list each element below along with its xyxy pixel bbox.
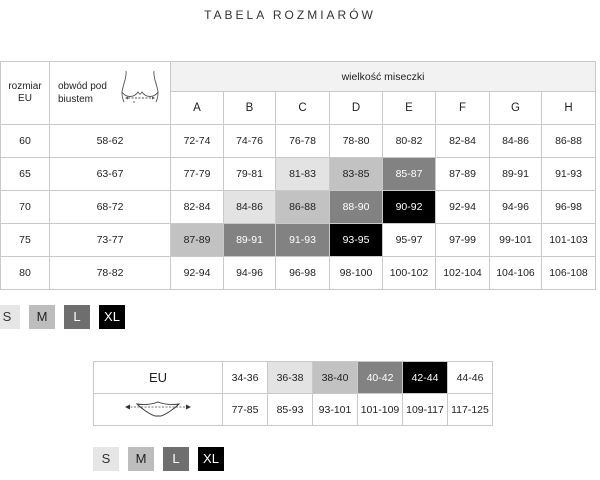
cup-size-header: wielkość miseczki bbox=[171, 62, 596, 92]
legend-xl: XL bbox=[99, 305, 125, 329]
brief-hip-cell: 117-125 bbox=[448, 394, 493, 426]
band-size-cell: 75 bbox=[1, 224, 50, 257]
bust-cell: 80-82 bbox=[383, 125, 436, 158]
underbust-cell: 78-82 bbox=[50, 257, 171, 290]
size-legend-top bbox=[0, 305, 125, 329]
legend-m: M bbox=[128, 447, 154, 471]
bust-cell: 101-103 bbox=[542, 224, 596, 257]
legend-l: L bbox=[163, 447, 189, 471]
bust-cell: 84-86 bbox=[224, 191, 276, 224]
table-row bbox=[1, 125, 596, 158]
bust-cell: 99-101 bbox=[490, 224, 542, 257]
header-underbust-label: obwód pod biustem bbox=[58, 80, 107, 105]
table-row bbox=[1, 257, 596, 290]
bra-size-table bbox=[0, 61, 596, 290]
brief-size-cell: 40-42 bbox=[358, 362, 403, 394]
header-underbust bbox=[50, 62, 171, 125]
brief-hip-cell: 77-85 bbox=[223, 394, 268, 426]
underbust-cell: 58-62 bbox=[50, 125, 171, 158]
header-band-size: rozmiar EU bbox=[1, 62, 50, 125]
bust-cell: 89-91 bbox=[224, 224, 276, 257]
bust-cell: 84-86 bbox=[490, 125, 542, 158]
band-size-cell: 80 bbox=[1, 257, 50, 290]
bust-cell: 91-93 bbox=[276, 224, 330, 257]
bust-cell: 92-94 bbox=[171, 257, 224, 290]
bust-cell: 94-96 bbox=[490, 191, 542, 224]
brief-size-table bbox=[93, 361, 493, 426]
bust-cell: 88-90 bbox=[330, 191, 383, 224]
bust-cell: 94-96 bbox=[224, 257, 276, 290]
legend-m: M bbox=[29, 305, 55, 329]
bust-cell: 92-94 bbox=[436, 191, 490, 224]
bust-cell: 106-108 bbox=[542, 257, 596, 290]
bust-cell: 82-84 bbox=[436, 125, 490, 158]
underbust-cell: 63-67 bbox=[50, 158, 171, 191]
bust-cell: 78-80 bbox=[330, 125, 383, 158]
brief-size-cell: 38-40 bbox=[313, 362, 358, 394]
brief-size-cell: 36-38 bbox=[268, 362, 313, 394]
bust-cell: 72-74 bbox=[171, 125, 224, 158]
band-size-cell: 60 bbox=[1, 125, 50, 158]
bust-cell: 74-76 bbox=[224, 125, 276, 158]
legend-s: S bbox=[93, 447, 119, 471]
brief-size-cell: 44-46 bbox=[448, 362, 493, 394]
brief-hip-cell: 85-93 bbox=[268, 394, 313, 426]
cup-header-f: F bbox=[436, 92, 490, 125]
legend-l: L bbox=[64, 305, 90, 329]
bust-cell: 91-93 bbox=[542, 158, 596, 191]
bust-cell: 90-92 bbox=[383, 191, 436, 224]
bust-cell: 104-106 bbox=[490, 257, 542, 290]
cup-header-a: A bbox=[171, 92, 224, 125]
bust-cell: 98-100 bbox=[330, 257, 383, 290]
bust-cell: 76-78 bbox=[276, 125, 330, 158]
bust-cell: 96-98 bbox=[276, 257, 330, 290]
bust-cell: 102-104 bbox=[436, 257, 490, 290]
brief-hip-cell: 109-117 bbox=[403, 394, 448, 426]
brief-size-cell: 42-44 bbox=[403, 362, 448, 394]
bust-cell: 87-89 bbox=[436, 158, 490, 191]
bust-cell: 100-102 bbox=[383, 257, 436, 290]
brief-size-cell: 34-36 bbox=[223, 362, 268, 394]
underbust-cell: 73-77 bbox=[50, 224, 171, 257]
table-row bbox=[1, 158, 596, 191]
bust-cell: 86-88 bbox=[542, 125, 596, 158]
brief-icon-cell bbox=[94, 394, 223, 426]
bust-cell: 95-97 bbox=[383, 224, 436, 257]
bra-icon bbox=[118, 68, 162, 112]
brief-hip-cell: 93-101 bbox=[313, 394, 358, 426]
bust-cell: 96-98 bbox=[542, 191, 596, 224]
page-title: TABELA ROZMIARÓW bbox=[204, 8, 376, 22]
cup-header-h: H bbox=[542, 92, 596, 125]
cup-header-d: D bbox=[330, 92, 383, 125]
table-row bbox=[1, 191, 596, 224]
bust-cell: 89-91 bbox=[490, 158, 542, 191]
bust-cell: 97-99 bbox=[436, 224, 490, 257]
underbust-cell: 68-72 bbox=[50, 191, 171, 224]
brief-icon bbox=[123, 398, 193, 418]
bust-cell: 86-88 bbox=[276, 191, 330, 224]
bust-cell: 93-95 bbox=[330, 224, 383, 257]
cup-header-e: E bbox=[383, 92, 436, 125]
bust-cell: 85-87 bbox=[383, 158, 436, 191]
cup-header-g: G bbox=[490, 92, 542, 125]
cup-header-c: C bbox=[276, 92, 330, 125]
bust-cell: 79-81 bbox=[224, 158, 276, 191]
cup-header-b: B bbox=[224, 92, 276, 125]
table-row bbox=[1, 224, 596, 257]
bust-cell: 77-79 bbox=[171, 158, 224, 191]
bust-cell: 83-85 bbox=[330, 158, 383, 191]
bust-cell: 82-84 bbox=[171, 191, 224, 224]
band-size-cell: 70 bbox=[1, 191, 50, 224]
brief-hip-cell: 101-109 bbox=[358, 394, 403, 426]
legend-xl: XL bbox=[198, 447, 224, 471]
bust-cell: 87-89 bbox=[171, 224, 224, 257]
band-size-cell: 65 bbox=[1, 158, 50, 191]
size-legend-bottom bbox=[93, 447, 224, 471]
bust-cell: 81-83 bbox=[276, 158, 330, 191]
brief-eu-label: EU bbox=[94, 362, 223, 394]
legend-s: S bbox=[0, 305, 20, 329]
